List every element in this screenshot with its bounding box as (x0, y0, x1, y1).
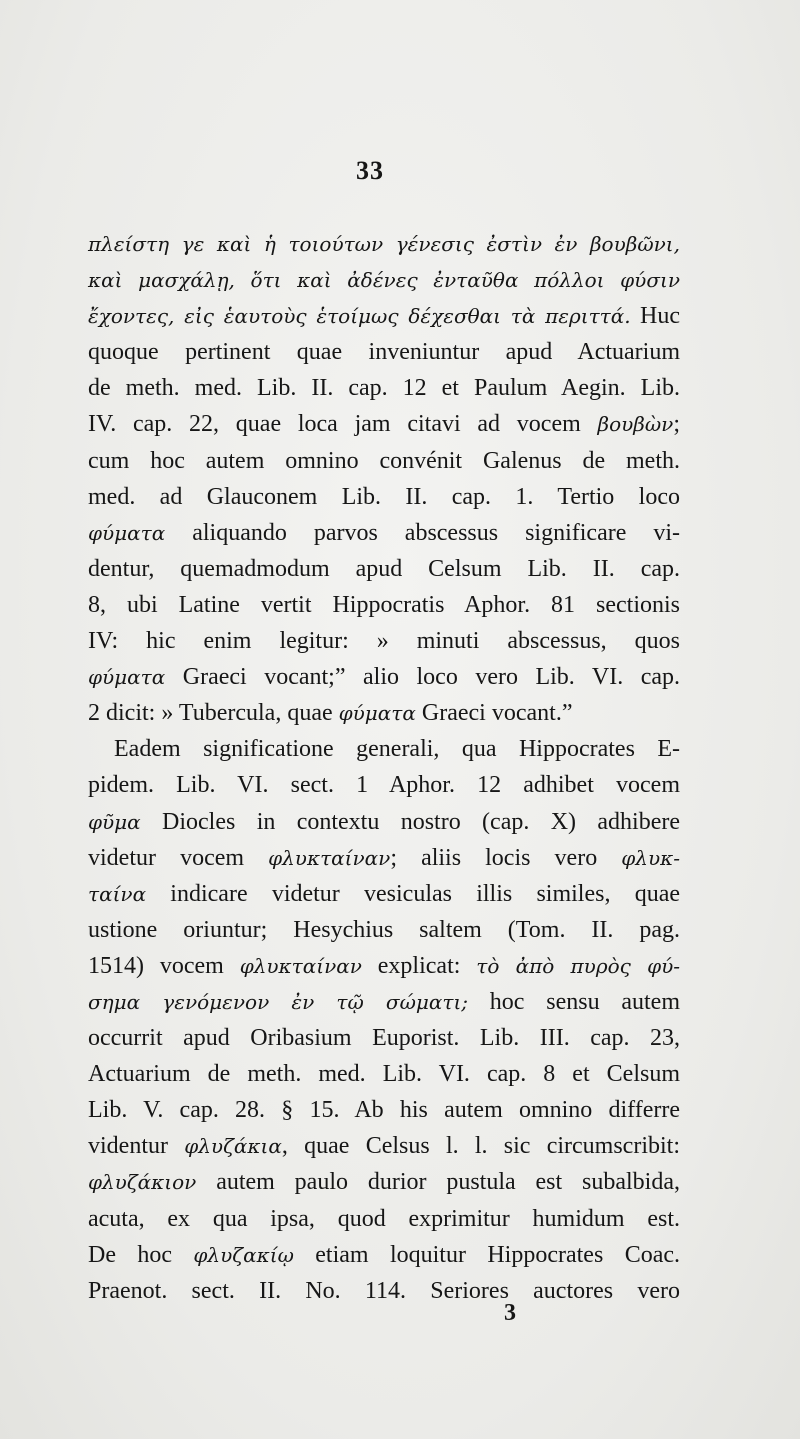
latin-text: videtur vocem (88, 844, 269, 871)
latin-text: IV: hic enim legitur: » minuti abscessus, quos (88, 628, 680, 655)
page-number: 33 (356, 156, 384, 185)
greek-text: φλυζάκιον (88, 1170, 197, 1195)
greek-text: τὸ ἀπὸ πυρὸς φύ- (476, 953, 680, 978)
greek-text: φλυκ- (621, 845, 681, 870)
greek-text: ἔχοντες, εἰς ἑαυτοὺς ἑτοίμως δέχεσθαι τὰ περιττά. (88, 304, 631, 329)
latin-text: 1514) vocem (88, 952, 240, 979)
text-line (88, 1020, 680, 1056)
latin-text: Graeci vocant.” (415, 700, 573, 727)
text-line (88, 840, 680, 876)
text-line (88, 1201, 680, 1237)
greek-text: φλυζάκια (184, 1134, 282, 1159)
latin-text: hoc sensu autem (468, 988, 680, 1015)
latin-text: ; (673, 411, 680, 438)
text-line (88, 587, 680, 623)
text-line (88, 226, 680, 262)
latin-text: De hoc (88, 1241, 194, 1268)
latin-text: etiam loquitur Hippocrates Coac. (293, 1241, 681, 1268)
text-line (88, 406, 680, 442)
latin-text: IV. cap. 22, quae loca jam citavi ad vocem (88, 411, 598, 438)
greek-text: φλυκταίναν (268, 845, 391, 870)
greek-text: βουβὼν (597, 412, 674, 437)
text-line (88, 695, 680, 731)
latin-text: Huc (630, 303, 680, 330)
text-line (88, 370, 680, 406)
text-line (88, 876, 680, 912)
text-line (88, 334, 680, 370)
latin-text: quoque pertinent quae inveniuntur apud Actuarium (88, 339, 680, 366)
latin-text: ; aliis locis vero (390, 844, 622, 871)
latin-text: 2 dicit: » Tubercula, quae (88, 700, 339, 727)
latin-text: Praenot. sect. II. No. 114. Seriores auctores vero (88, 1277, 680, 1304)
latin-text: , quae Celsus l. l. sic circumscribit: (281, 1133, 680, 1160)
text-line (88, 804, 680, 840)
text-line (88, 1092, 680, 1128)
greek-text: σημα γενόμενον ἐν τῷ σώματι; (88, 989, 469, 1014)
latin-text: ustione oriuntur; Hesychius saltem (Tom. II. pag. (88, 916, 680, 943)
latin-text: videntur (88, 1133, 185, 1160)
text-line (88, 515, 680, 551)
text-line (88, 1128, 680, 1164)
text-line (88, 443, 680, 479)
latin-text: Graeci vocant;” alio loco vero Lib. VI. cap. (165, 664, 680, 691)
catchword: 3 (504, 1300, 516, 1326)
text-line (88, 767, 680, 803)
greek-text: φῦμα (88, 809, 141, 834)
text-line (88, 479, 680, 515)
greek-text: καὶ μασχάλῃ, ὅτι καὶ ἀδένες ἐνταῦθα πόλλοι φύσιν (88, 268, 680, 293)
latin-text: pidem. Lib. VI. sect. 1 Aphor. 12 adhibet vocem (88, 772, 680, 799)
text-line (88, 623, 680, 659)
greek-text: φύματα (338, 701, 416, 726)
latin-text: 8, ubi Latine vertit Hippocratis Aphor. 81 sectionis (88, 591, 680, 618)
latin-text: cum hoc autem omnino convénit Galenus de meth. (88, 447, 680, 474)
text-line (88, 912, 680, 948)
text-line (88, 948, 680, 984)
text-line (88, 984, 680, 1020)
latin-text: acuta, ex qua ipsa, quod exprimitur humidum est. (88, 1205, 680, 1232)
text-line (88, 659, 680, 695)
greek-text: ταίνα (88, 881, 147, 906)
text-line (88, 1164, 680, 1200)
body-text (88, 226, 680, 1309)
text-line (88, 1237, 680, 1273)
latin-text: occurrit apud Oribasium Euporist. Lib. III. cap. 23, (88, 1025, 680, 1052)
greek-text: φύματα (88, 665, 166, 690)
text-line (88, 551, 680, 587)
latin-text: indicare videtur vesiculas illis similes, quae (146, 880, 680, 907)
greek-text: φλυκταίναν (239, 953, 362, 978)
text-line (88, 262, 680, 298)
latin-text: dentur, quemadmodum apud Celsum Lib. II. cap. (88, 555, 680, 582)
latin-text: Lib. V. cap. 28. § 15. Ab his autem omnino differre (88, 1097, 680, 1124)
text-line (88, 298, 680, 334)
latin-text: aliquando parvos abscessus significare vi- (165, 519, 680, 546)
latin-text: med. ad Glauconem Lib. II. cap. 1. Tertio loco (88, 483, 680, 510)
text-line (88, 1056, 680, 1092)
text-line (88, 731, 680, 767)
greek-text: φύματα (88, 520, 166, 545)
latin-text: Actuarium de meth. med. Lib. VI. cap. 8 et Celsum (88, 1061, 680, 1088)
latin-text: Diocles in contextu nostro (cap. X) adhibere (140, 808, 680, 835)
latin-text: explicat: (361, 952, 477, 979)
greek-text: φλυζακίῳ (193, 1242, 294, 1267)
latin-text: de meth. med. Lib. II. cap. 12 et Paulum Aegin. Lib. (88, 375, 680, 402)
latin-text: Eadem significatione generali, qua Hippocrates E- (114, 736, 680, 763)
latin-text: autem paulo durior pustula est subalbida, (196, 1169, 680, 1196)
greek-text: πλείστη γε καὶ ἡ τοιούτων γένεσις ἐστὶν ἐν βουβῶνι, (88, 232, 680, 256)
text-line (88, 1273, 680, 1309)
